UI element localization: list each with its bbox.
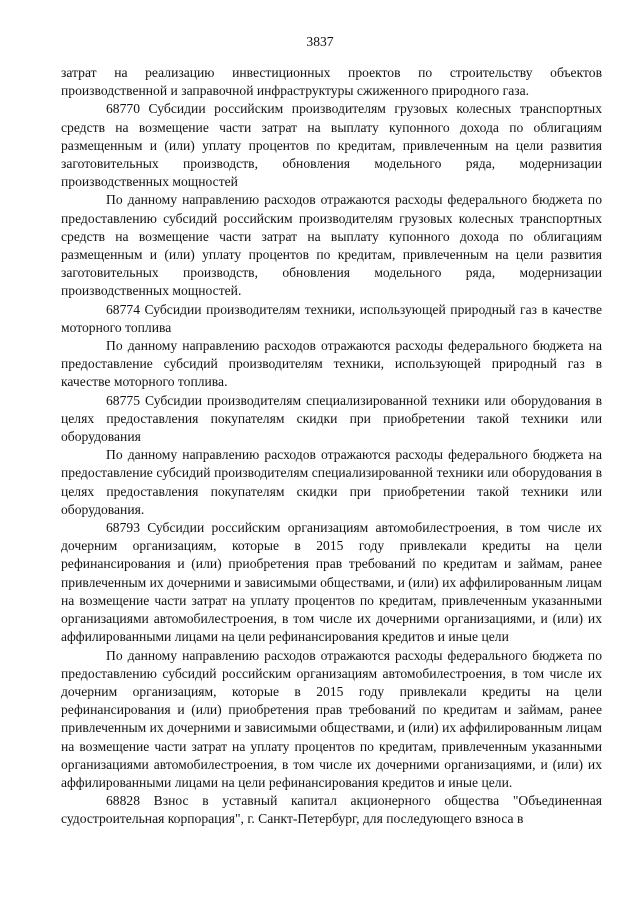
paragraph-continuation: затрат на реализацию инвестиционных проектов по строительству объектов производственной и заправочной инфраструктуры сжиженного природного газа. <box>61 65 602 99</box>
paragraph-item-68828-heading: 68828 Взнос в уставный капитал акционерного общества "Объединенная судостроительная корпорация", г. Санкт-Петербург, для последующего взноса в <box>61 793 602 827</box>
document-body <box>61 64 602 829</box>
paragraph-item-68775-description: По данному направлению расходов отражаются расходы федерального бюджета на предоставление субсидий производителям специализированной техники или оборудования в целях предоставления покупателям скидки при приобретении такой техники или оборудования. <box>61 447 602 517</box>
paragraph-item-68775-heading: 68775 Субсидии производителям специализированной техники или оборудования в целях предоставления покупателям скидки при приобретении такой техники или оборудования <box>61 392 602 445</box>
paragraph-item-68770-description: По данному направлению расходов отражаются расходы федерального бюджета по предоставлению субсидий российским производителям грузовых колесных транспортных средств на возмещение части затрат на выплату купонного дохода по облигациям размещенным и (или) уплату процентов по кредитам, привлеченным на цели развития заготовительных производств, обновления модельного ряда, модернизации производственных мощностей. <box>61 192 602 299</box>
paragraph-item-68774-heading: 68774 Субсидии производителям техники, использующей природный газ в качестве моторного топлива <box>61 301 602 335</box>
paragraph-item-68793-heading: 68793 Субсидии российским организациям автомобилестроения, в том числе их дочерним организациям, которые в 2015 году привлекали кредиты на цели рефинансирования и (или) приобретения прав требований по кредитам и займам, ранее привлеченным их дочерними и зависимыми обществами, и (или) их аффилированным лицам на возмещение части затрат на уплату процентов по кредитам, привлеченным указанными организациями автомобилестроения, в том числе их дочерними организациями, и (или) их аффилированными лицами на цели рефинансирования кредитов и иные цели <box>61 520 602 645</box>
paragraph-item-68793-description: По данному направлению расходов отражаются расходы федерального бюджета по предоставлению субсидий российским организациям автомобилестроения, в том числе их дочерним организациям, которые в 2015 году привлекали кредиты на цели рефинансирования и (или) приобретения прав требований по кредитам и займам, ранее привлеченным их дочерними и зависимыми обществами, и (или) их аффилированным лицам на возмещение части затрат на уплату процентов по кредитам, привлеченным указанными организациями автомобилестроения, в том числе их дочерними организациями, и (или) их аффилированными лицами на цели рефинансирования кредитов и иные цели. <box>61 647 602 790</box>
paragraph-item-68774-description: По данному направлению расходов отражаются расходы федерального бюджета на предоставление субсидий производителям техники, использующей природный газ в качестве моторного топлива. <box>61 338 602 390</box>
page-number: 3837 <box>306 34 334 49</box>
paragraph-item-68770-heading: 68770 Субсидии российским производителям грузовых колесных транспортных средств на возмещение части затрат на выплату купонного дохода по облигациям размещенным и (или) уплату процентов по кредитам, привлеченным на цели развития заготовительных производств, обновления модельного ряда, модернизации производственных мощностей <box>61 101 602 190</box>
